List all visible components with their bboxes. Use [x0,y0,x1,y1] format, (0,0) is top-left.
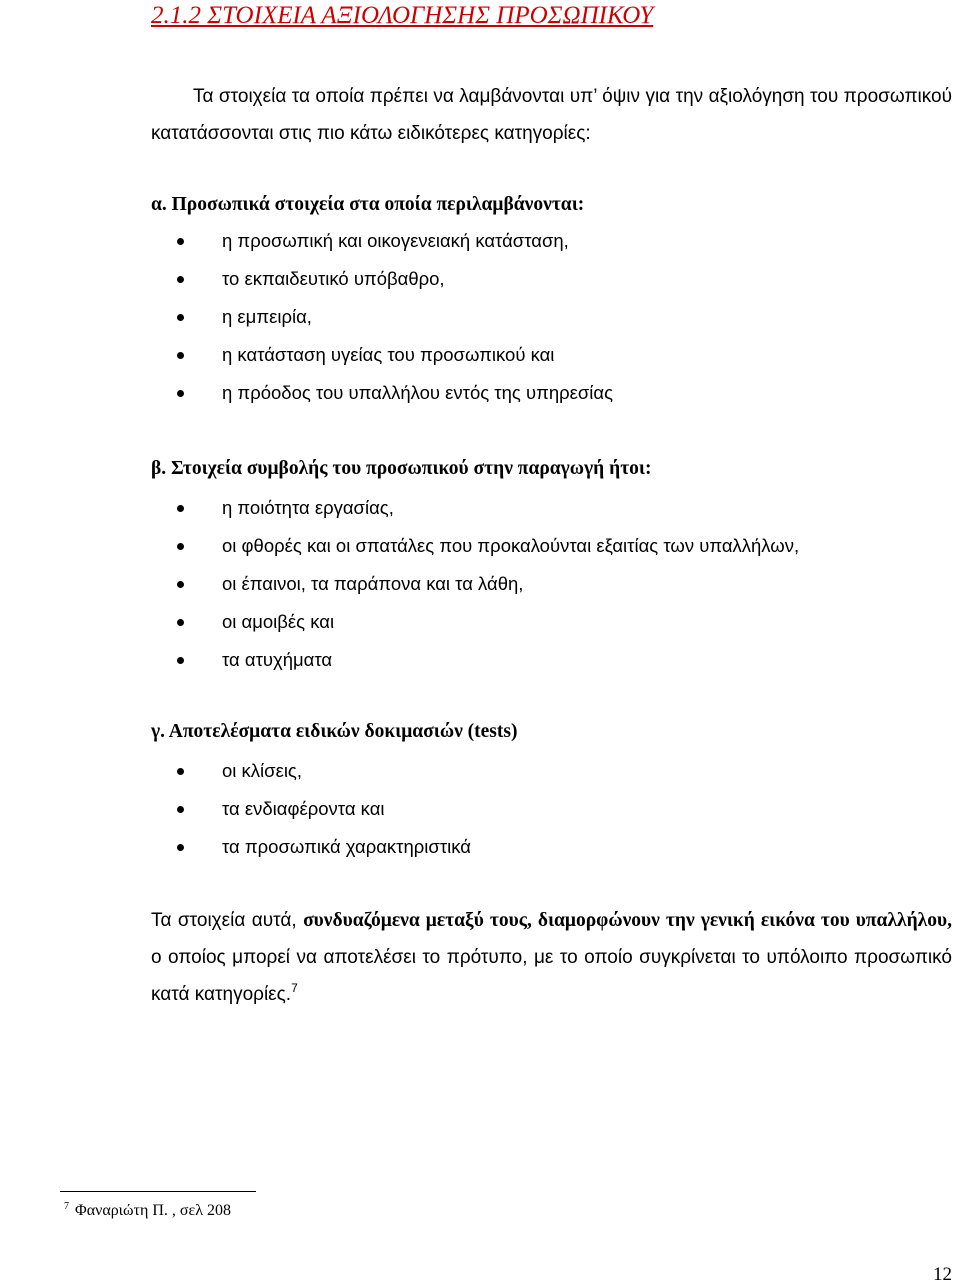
section-a-list [0,222,960,412]
list-item-text: τα ενδιαφέροντα και [222,798,385,819]
list-item [0,222,960,260]
list-item-text: η πρόοδος του υπαλλήλου εντός της υπηρεσίας [222,382,614,403]
footnote-reference[interactable]: 7 [291,981,298,995]
footnote-text: Φαναριώτη Π. , σελ 208 [75,1202,231,1219]
summary-lead: Τα στοιχεία αυτά, [151,910,304,931]
list-item [0,336,960,374]
list-item-text: τα προσωπικά χαρακτηριστικά [222,836,471,857]
summary-paragraph [151,902,952,1013]
section-b-list [0,489,960,679]
page-number: 12 [933,1264,952,1284]
section-c-list [0,752,960,866]
bullet-icon [177,505,184,512]
list-item-text: η κατάσταση υγείας του προσωπικού και [222,344,555,365]
list-item [0,260,960,298]
bullet-icon [177,543,184,550]
list-item-text: η εμπειρία, [222,306,312,327]
bullet-icon [177,657,184,664]
list-item-text: τα ατυχήματα [222,649,333,670]
list-item-text: η ποιότητα εργασίας, [222,497,394,518]
section-c-title: γ. Αποτελέσματα ειδικών δοκιμασιών (tests) [151,721,518,742]
section-a-title: α. Προσωπικά στοιχεία στα οποία περιλαμβάνονται: [151,194,585,215]
list-item-text: η προσωπική και οικογενειακή κατάσταση, [222,230,569,251]
bullet-icon [177,390,184,397]
list-item-text: το εκπαιδευτικό υπόβαθρο, [222,268,445,289]
list-item [0,790,960,828]
bullet-icon [177,619,184,626]
bullet-icon [177,314,184,321]
footnote [64,1200,231,1222]
summary-emphasis: συνδυαζόμενα μεταξύ τους, διαμορφώνουν την γενική εικόνα του υπαλλήλου, [303,910,952,931]
list-item-text: οι φθορές και οι σπατάλες που προκαλούνται εξαιτίας των υπαλλήλων, [222,535,800,556]
bullet-icon [177,581,184,588]
intro-paragraph: Τα στοιχεία τα οποία πρέπει να λαμβάνονται υπ’ όψιν για την αξιολόγηση του προσωπικού κατατάσσονται στις πιο κάτω ειδικότερες κατηγορίες: [151,86,952,144]
footnote-divider [60,1191,256,1192]
list-item [0,489,960,527]
section-heading: 2.1.2 ΣΤΟΙΧΕΙΑ ΑΞΙΟΛΟΓΗΣΗΣ ΠΡΟΣΩΠΙΚΟΥ [151,2,654,29]
list-item [0,298,960,336]
list-item-text: οι κλίσεις, [222,760,302,781]
list-item-text: οι αμοιβές και [222,611,335,632]
list-item [0,565,960,603]
list-item [0,374,960,412]
footnote-number: 7 [64,1201,69,1212]
bullet-icon [177,238,184,245]
list-item-text: οι έπαινοι, τα παράπονα και τα λάθη, [222,573,524,594]
bullet-icon [177,844,184,851]
list-item [0,527,960,565]
list-item [0,641,960,679]
list-item [0,603,960,641]
bullet-icon [177,276,184,283]
list-item [0,752,960,790]
section-b-title: β. Στοιχεία συμβολής του προσωπικού στην παραγωγή ήτοι: [151,458,652,479]
list-item [0,828,960,866]
bullet-icon [177,352,184,359]
bullet-icon [177,768,184,775]
bullet-icon [177,806,184,813]
summary-tail: ο οποίος μπορεί να αποτελέσει το πρότυπο, με το οποίο συγκρίνεται το υπόλοιπο προσωπικό κατά κατηγορίες. [151,947,952,1005]
